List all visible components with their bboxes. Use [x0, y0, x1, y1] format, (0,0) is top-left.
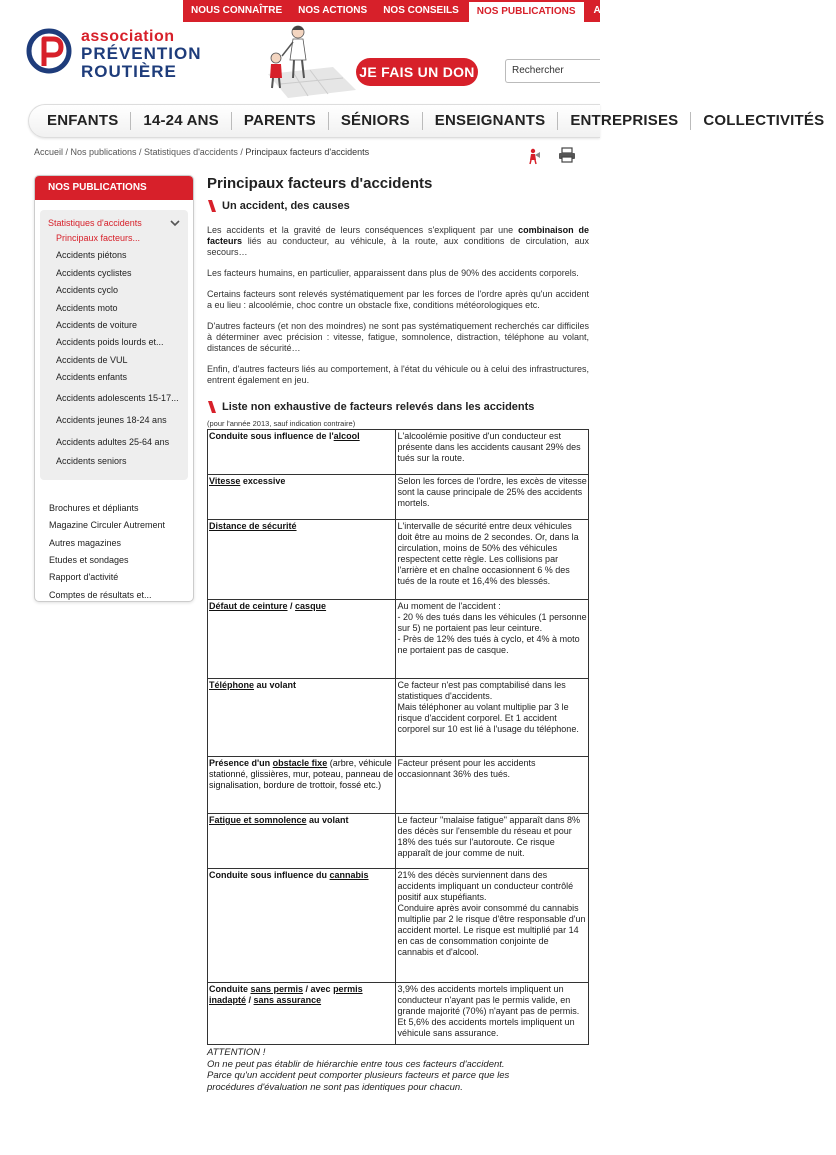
- logo-line2: PRÉVENTION: [81, 44, 202, 63]
- topnav-item[interactable]: NOS ACTIONS: [298, 5, 368, 16]
- factor-link[interactable]: Défaut de ceinture: [209, 601, 288, 611]
- sidebar-item[interactable]: Accidents poids lourds et...: [56, 337, 164, 348]
- factor-cell: [208, 600, 396, 679]
- page-title: Principaux facteurs d'accidents: [207, 175, 433, 192]
- factor-link[interactable]: permis inadapté: [209, 984, 363, 1005]
- sidebar-header: NOS PUBLICATIONS: [35, 176, 193, 200]
- factor-text: Conduite sous influence du: [209, 870, 330, 880]
- attention-line: On ne peut pas établir de hiérarchie entre tous ces facteurs d'accident.: [207, 1058, 505, 1070]
- table-note: (pour l'année 2013, sauf indication contraire): [207, 419, 356, 428]
- mainnav-item[interactable]: ENTREPRISES: [558, 112, 691, 130]
- factor-link[interactable]: Distance de sécurité: [209, 521, 297, 531]
- top-nav: [183, 0, 680, 22]
- table-row: [208, 869, 589, 983]
- section-title: [207, 400, 589, 414]
- logo-line1: association: [81, 28, 175, 45]
- sidebar-item[interactable]: Accidents piétons: [56, 250, 127, 261]
- section-title-text: Liste non exhaustive de facteurs relevés dans les accidents: [222, 401, 535, 413]
- site-logo[interactable]: [26, 28, 226, 82]
- factor-link[interactable]: Vitesse: [209, 476, 241, 486]
- breadcrumb-current: Principaux facteurs d'accidents: [245, 147, 370, 157]
- sidebar-link[interactable]: Autres magazines: [49, 537, 122, 548]
- factor-text: au volant: [306, 815, 349, 825]
- section-title: [207, 199, 589, 213]
- sidebar-item[interactable]: Accidents de voiture: [56, 319, 138, 330]
- description-cell: Le facteur "malaise fatigue" apparaît dans 8% des décès sur l'ensemble du réseau et pour 18% des tués sur l'autoroute. Ce risque apparaît de jour comme de nuit.: [396, 814, 589, 869]
- page-tools: [524, 147, 576, 165]
- paragraph-emphasis: combinaison de facteurs: [207, 225, 589, 246]
- section-title-text: Un accident, des causes: [222, 200, 350, 212]
- factor-cell: [208, 814, 396, 869]
- sidebar-link[interactable]: Brochures et dépliants: [49, 502, 139, 513]
- chevron-down-icon: [170, 220, 180, 227]
- paragraph-text: liés au conducteur, au véhicule, à la route, aux conditions de circulation, aux secours…: [207, 236, 589, 257]
- sidebar-link[interactable]: Etudes et sondages: [49, 555, 129, 566]
- paragraph: Certains facteurs sont relevés systématiquement par les forces de l'ordre après qu'un accident a eu lieu : alcoolémie, choc contre un obstacle fixe, conditions météorologiques etc.: [207, 289, 589, 310]
- sidebar-item[interactable]: Accidents de VUL: [56, 354, 128, 365]
- description-cell: 21% des décès surviennent dans des accidents impliquant un conducteur contrôlé positif aux stupéfiants. Conduire après avoir consommé du cannabis multiplie par 2 le risque d'être responsable d'un accident mortel. Le risque est multiplié par 14 en cas de consommation conjointe de cannabis et d'alcool.: [396, 869, 589, 983]
- road-sign-icon: [207, 401, 217, 413]
- logo-line3: ROUTIÈRE: [81, 62, 177, 81]
- description-cell: L'alcoolémie positive d'un conducteur est présente dans les accidents causant 29% des tués sur la route.: [396, 430, 589, 475]
- table-row: [208, 600, 589, 679]
- sidebar-link[interactable]: Comptes de résultats et...: [49, 589, 152, 600]
- factor-detail: (arbre, véhicule stationné, glissières, mur, poteau, panneau de signalisation, bordure de trottoir, fossé etc.): [209, 758, 394, 790]
- factor-text: /: [287, 601, 296, 611]
- paragraph: [207, 225, 589, 258]
- sidebar-item[interactable]: Accidents seniors: [56, 455, 127, 466]
- sidebar-links: [35, 500, 193, 604]
- paragraph-text: Les accidents et la gravité de leurs conséquences s'expliquent par une: [207, 225, 519, 235]
- factor-link[interactable]: sans assurance: [253, 995, 322, 1005]
- sidebar-item[interactable]: Accidents moto: [56, 302, 118, 313]
- factor-cell: [208, 983, 396, 1045]
- factor-text: /: [246, 995, 254, 1005]
- sidebar-category[interactable]: [40, 214, 188, 230]
- factor-text: excessive: [240, 476, 286, 486]
- main-nav: [28, 104, 825, 138]
- attention-line: procédures d'évaluation ne sont pas identiques pour chacun.: [207, 1081, 463, 1093]
- sidebar-category-label: Statistiques d'accidents: [48, 218, 142, 228]
- logo-text: [81, 28, 202, 81]
- megaphone-icon[interactable]: [524, 147, 542, 165]
- sidebar-item[interactable]: Accidents adolescents 15-17...: [56, 392, 179, 403]
- topnav-item[interactable]: NOUS CONNAÎTRE: [191, 5, 283, 16]
- breadcrumb-path[interactable]: Accueil / Nos publications / Statistiques d'accidents /: [34, 147, 246, 157]
- topnav-item[interactable]: AGIR AVEC NOUS: [593, 5, 680, 16]
- sidebar-link[interactable]: Rapport d'activité: [49, 572, 119, 583]
- table-row: [208, 757, 589, 814]
- sidebar-item-active[interactable]: Principaux facteurs...: [56, 233, 141, 243]
- description-cell: Selon les forces de l'ordre, les excès de vitesse sont la cause principale de 25% des accidents mortels.: [396, 475, 589, 520]
- mainnav-item[interactable]: ENFANTS: [29, 112, 131, 130]
- paragraph: Enfin, d'autres facteurs liés au comportement, à l'état du véhicule ou à celui des infrastructures, entrent également en jeu.: [207, 364, 589, 385]
- attention-line: ATTENTION !: [207, 1047, 266, 1058]
- sidebar-item[interactable]: Accidents jeunes 18-24 ans: [56, 414, 167, 425]
- sidebar-submenu: [40, 210, 188, 480]
- logo-mark-icon: [26, 28, 72, 74]
- factor-text: Conduite: [209, 984, 251, 994]
- description-cell: Au moment de l'accident : - 20 % des tués dans les véhicules (1 personne sur 5) ne portaient pas leur ceinture. - Près de 12% des tués à cyclo, et 4% à moto ne portaient pas de casque.: [396, 600, 589, 679]
- factor-text: Conduite sous influence de l': [209, 431, 334, 441]
- factor-text: / avec: [303, 984, 334, 994]
- factor-cell: [208, 430, 396, 475]
- factor-link[interactable]: cannabis: [329, 870, 369, 880]
- road-sign-icon: [207, 200, 217, 212]
- factors-table: [207, 429, 589, 1045]
- factor-link[interactable]: sans permis: [250, 984, 304, 994]
- factor-link[interactable]: Fatigue et somnolence: [209, 815, 307, 825]
- attention-note: [207, 1047, 589, 1093]
- factor-link[interactable]: obstacle fixe: [272, 758, 328, 768]
- factor-cell: [208, 679, 396, 757]
- mainnav-item[interactable]: 14-24 ANS: [131, 112, 231, 130]
- table-row: [208, 679, 589, 757]
- breadcrumb: [34, 147, 369, 157]
- sidebar-item[interactable]: Accidents adultes 25-64 ans: [56, 436, 170, 447]
- factor-text: Présence d'un: [209, 758, 273, 768]
- topnav-item[interactable]: NOS CONSEILS: [383, 5, 459, 16]
- mainnav-item[interactable]: COLLECTIVITÉS: [703, 112, 825, 129]
- paragraph: D'autres facteurs (et non des moindres) ne sont pas systématiquement recherchés car difficiles à déterminer avec précision : vitesse, fatigue, somnolence, distraction, téléphone au volant, distances de sécurité…: [207, 321, 589, 353]
- table-row: [208, 520, 589, 600]
- paragraph: Les facteurs humains, en particulier, apparaissent dans plus de 90% des accidents corporels.: [207, 268, 579, 278]
- print-icon[interactable]: [558, 147, 576, 163]
- factor-cell: [208, 757, 396, 814]
- description-cell: 3,9% des accidents mortels impliquent un conducteur n'ayant pas le permis valide, en grande majorité (70%) n'ayant pas de permis. Et 5,6% des accidents mortels impliquent un véhicule sans assurance.: [396, 983, 589, 1045]
- factor-cell: [208, 520, 396, 600]
- mainnav-item[interactable]: ENSEIGNANTS: [423, 112, 559, 130]
- topnav-item-active[interactable]: NOS PUBLICATIONS: [469, 2, 584, 22]
- main-content: [207, 175, 589, 1093]
- sidebar-item[interactable]: Accidents cyclistes: [56, 267, 132, 278]
- table-row: [208, 814, 589, 869]
- factor-text: au volant: [254, 680, 297, 690]
- description-cell: L'intervalle de sécurité entre deux véhicules doit être au moins de 2 secondes. Or, dans la circulation, moins de 50% des véhicules respectent cette règle. Les collisions par l'arrière et en chaîne occasionnent 6 % des tués de la route et 16,4% des blessés.: [396, 520, 589, 600]
- sidebar: [34, 175, 194, 602]
- sidebar-item[interactable]: Accidents cyclo: [56, 285, 119, 296]
- description-cell: Facteur présent pour les accidents occasionnant 36% des tués.: [396, 757, 589, 814]
- description-cell: Ce facteur n'est pas comptabilisé dans les statistiques d'accidents. Mais téléphoner au volant multiplie par 3 le risque d'accident corporel. Et 1 accident corporel sur 10 est lié à l'usage du téléphone.: [396, 679, 589, 757]
- mainnav-item[interactable]: SÉNIORS: [329, 112, 423, 130]
- sidebar-item[interactable]: Accidents enfants: [56, 372, 128, 383]
- header-illustration: [238, 22, 358, 98]
- table-row: [208, 475, 589, 520]
- mainnav-item[interactable]: PARENTS: [232, 112, 329, 130]
- attention-line: Parce qu'un accident peut comporter plusieurs facteurs et parce que les: [207, 1070, 510, 1081]
- donate-button[interactable]: JE FAIS UN DON: [356, 58, 478, 86]
- search-input[interactable]: Rechercher: [505, 59, 600, 83]
- factor-link[interactable]: Téléphone: [209, 680, 255, 690]
- sidebar-link[interactable]: Magazine Circuler Autrement: [49, 520, 166, 531]
- factor-cell: [208, 475, 396, 520]
- table-row: [208, 983, 589, 1045]
- factor-link[interactable]: alcool: [333, 431, 360, 441]
- factor-link[interactable]: casque: [295, 601, 327, 611]
- factor-cell: [208, 869, 396, 983]
- table-row: [208, 430, 589, 475]
